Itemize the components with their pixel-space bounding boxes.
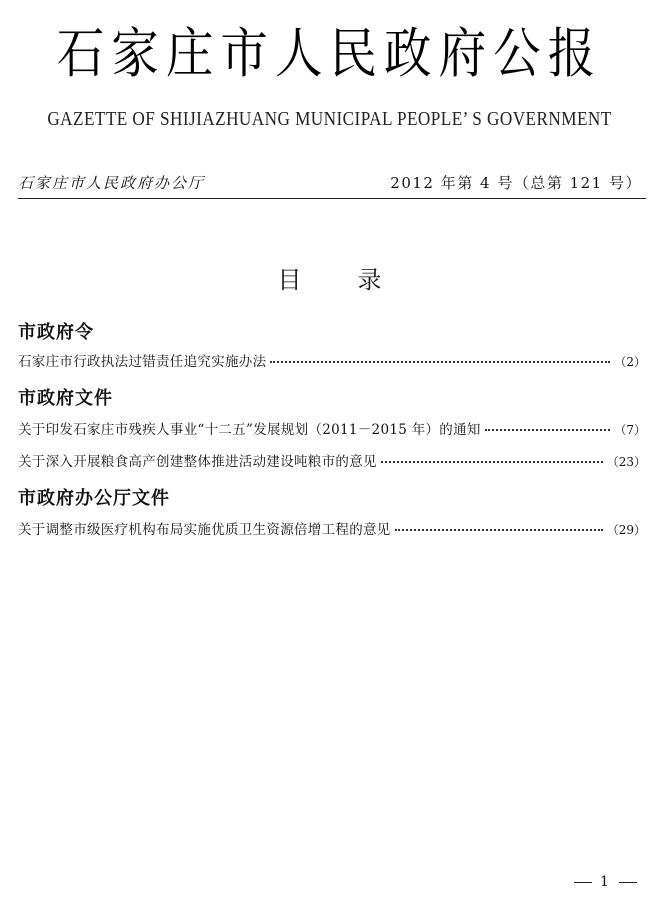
toc-leader-dots — [485, 429, 611, 431]
toc-entry-page: （23） — [606, 455, 646, 469]
toc-leader-dots — [270, 361, 610, 363]
toc-entry-page: （29） — [606, 523, 646, 537]
dash-left — [574, 882, 592, 883]
toc-entry-title: 关于调整市级医疗机构布局实施优质卫生资源倍增工程的意见 — [18, 522, 391, 538]
toc-heading: 目录 — [277, 266, 438, 294]
toc-entry-page: （2） — [614, 355, 646, 369]
toc-leader-dots — [381, 461, 603, 463]
toc-entry[interactable] — [18, 518, 646, 538]
gazette-masthead-subtitle: GAZETTE OF SHIJIAZHUANG MUNICIPAL PEOPLE’ S GOVERNMENT — [47, 108, 612, 130]
toc-leader-dots — [395, 529, 603, 531]
toc-entry-title: 关于印发石家庄市残疾人事业“十二五”发展规划（2011－2015 年）的通知 — [18, 422, 481, 438]
toc-section-title: 市政府令 — [18, 322, 94, 343]
toc-entry-title: 关于深入开展粮食高产创建整体推进活动建设吨粮市的意见 — [18, 454, 377, 470]
toc-entry[interactable] — [18, 350, 646, 370]
toc-entry[interactable] — [18, 450, 646, 470]
issuer-name: 石家庄市人民政府办公厅 — [18, 174, 206, 192]
dash-right — [619, 882, 637, 883]
toc-section-title: 市政府办公厅文件 — [18, 488, 170, 509]
toc-entry-title: 石家庄市行政执法过错责任追究实施办法 — [18, 354, 267, 370]
gazette-masthead-title: 石家庄市人民政府公报 — [56, 22, 603, 85]
toc-entry-page: （7） — [614, 423, 646, 437]
toc-section-title: 市政府文件 — [18, 388, 113, 409]
page-number: 1 — [600, 874, 611, 890]
toc-entry[interactable] — [18, 418, 646, 438]
issue-number: 2012 年第 4 号（总第 121 号） — [390, 174, 642, 192]
issue-bar — [18, 168, 646, 199]
page-footer — [566, 874, 645, 890]
